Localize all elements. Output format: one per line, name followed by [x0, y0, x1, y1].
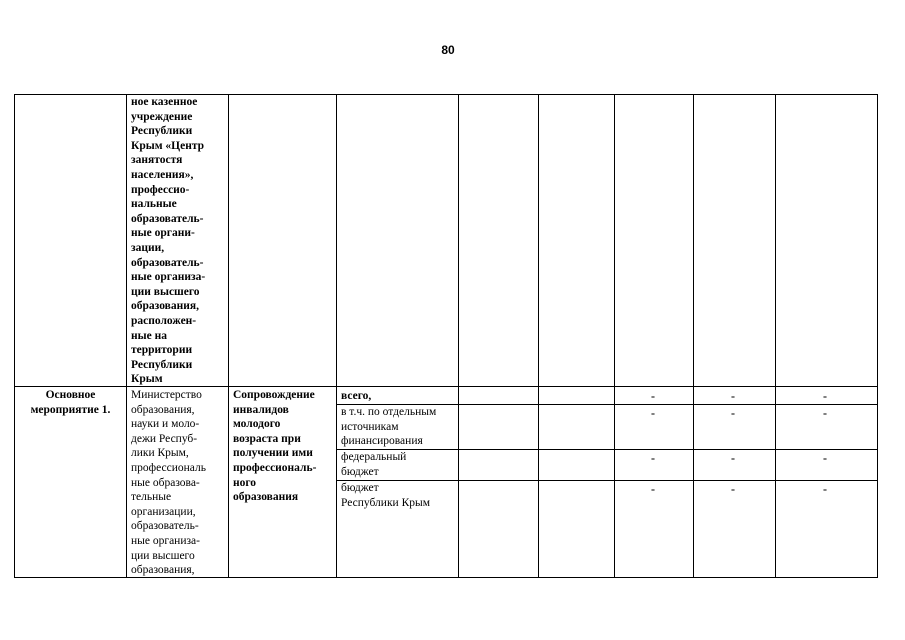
- table-border-bottom: [14, 577, 878, 578]
- value-dash: -: [651, 451, 655, 465]
- value-dash: -: [731, 389, 735, 403]
- column-divider: [538, 94, 539, 578]
- column-divider: [775, 94, 776, 578]
- column-divider: [14, 94, 15, 578]
- column-divider: [458, 94, 459, 578]
- value-dash: -: [651, 482, 655, 496]
- funding-source-detail: в т.ч. по отдельным источникам финансирования: [341, 406, 437, 448]
- column-divider: [336, 94, 337, 578]
- value-dash: -: [651, 389, 655, 403]
- value-dash: -: [823, 451, 827, 465]
- column-divider: [228, 94, 229, 578]
- row-divider: [14, 386, 878, 387]
- value-dash: -: [823, 389, 827, 403]
- funding-source-federal: федеральный бюджет: [341, 451, 407, 478]
- value-dash: -: [823, 482, 827, 496]
- executor-cell: Министерство образования, науки и моло- дежи Респуб- лики Крым, профессиональ ные образова- тельные организации, образователь- ные организа- ции высшего образования,: [131, 389, 206, 577]
- column-divider: [877, 94, 878, 578]
- funding-source-total: всего,: [341, 390, 372, 402]
- page-number: 80: [441, 43, 455, 57]
- activity-cell: Основное мероприятие 1.: [30, 389, 111, 416]
- description-cell: Сопровождение инвалидов молодого возраста при получении ими профессиональ- ного образования: [233, 389, 317, 504]
- value-dash: -: [731, 406, 735, 420]
- value-dash: -: [731, 451, 735, 465]
- column-divider: [126, 94, 127, 578]
- funding-source-republic: бюджет Республики Крым: [341, 482, 430, 509]
- column-divider: [614, 94, 615, 578]
- continued-executor-cell: ное казенное учреждение Республики Крым «Центр занятостя населения», профессио- нальные образователь- ные органи- зации, образователь- ные организа- ции высшего образования, расположен- ные на территории Республики Крым: [131, 96, 206, 386]
- value-dash: -: [731, 482, 735, 496]
- value-dash: -: [651, 406, 655, 420]
- column-divider: [693, 94, 694, 578]
- value-dash: -: [823, 406, 827, 420]
